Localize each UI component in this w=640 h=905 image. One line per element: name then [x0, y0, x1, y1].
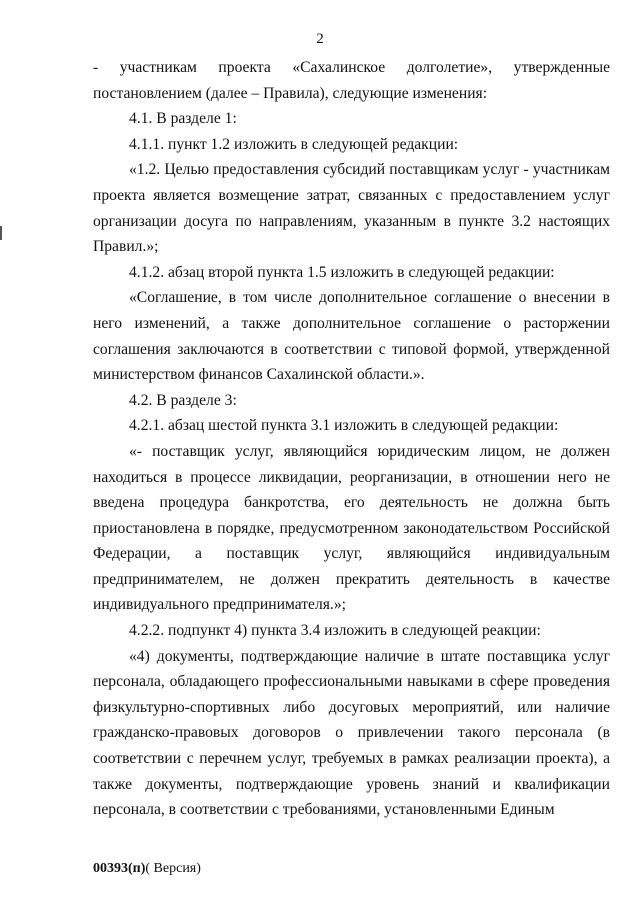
- quote-clause-1-2: «1.2. Целью предоставления субсидий поставщикам услуг - участникам проекта является возмещение затрат, связанных с предоставлением услуг организации досуга по направлениям, указанным в пункте 3.2 настоящих Правил.»;: [93, 161, 610, 256]
- word: долголетие»,: [406, 59, 493, 76]
- clause-4-2-1: 4.2.1. абзац шестой пункта 3.1 изложить в следующей редакции:: [129, 417, 559, 435]
- word: -: [93, 59, 99, 76]
- page-number: 2: [316, 31, 324, 47]
- document-code: 00393(п): [93, 861, 146, 876]
- quote-agreement: «Соглашение, в том числе дополнительное соглашение о внесении в него изменений, а также дополнительное соглашение о расторжении соглашения заключаются в соответствии с типовой формой, утвержденной министерством финансов Сахалинской области.».: [93, 289, 610, 384]
- scan-margin-mark: [0, 226, 2, 240]
- document-body: [93, 55, 610, 823]
- word: участникам: [119, 59, 197, 76]
- document-version: ( Версия): [145, 861, 201, 876]
- clause-4-1-2: 4.1.2. абзац второй пункта 1.5 изложить в следующей редакции:: [129, 263, 555, 281]
- clause-4-2: 4.2. В разделе 3:: [129, 391, 237, 409]
- word: проекта: [218, 59, 271, 76]
- document-footer: [93, 861, 201, 877]
- clause-4-2-2: 4.2.2. подпункт 4) пункта 3.4 изложить в следующей реакции:: [129, 622, 541, 640]
- word: «Сахалинское: [292, 59, 386, 76]
- clause-4-1-1: 4.1.1. пункт 1.2 изложить в следующей редакции:: [129, 135, 459, 153]
- quote-documents: «4) документы, подтверждающие наличие в штате поставщика услуг персонала, обладающего профессиональными навыками в сфере проведения физкультурно-спортивных либо досуговых мероприятий, или наличие гражданско-правовых договоров о привлечении такого персонала (в соответствии с перечнем услуг, требуемых в рамках реализации проекта), а также документы, подтверждающие уровень знаний и квалификации персонала, в соответствии с требованиями, установленными Единым: [93, 647, 610, 819]
- quote-supplier-requirements: «- поставщик услуг, являющийся юридическим лицом, не должен находиться в процессе ликвидации, реорганизации, в отношении него не введена процедура банкротства, его деятельность не должна быть приостановлена в порядке, предусмотренном законодательством Российской Федерации, а поставщик услуг, являющийся индивидуальным предпринимателем, не должен прекратить деятельность в качестве индивидуального предпринимателя.»;: [93, 442, 610, 614]
- paragraph-continuation-line: [93, 55, 610, 81]
- clause-4-1: 4.1. В разделе 1:: [129, 110, 237, 128]
- paragraph-continuation-end: постановлением (далее – Правила), следующие изменения:: [93, 84, 488, 102]
- word: утвержденные: [513, 59, 610, 76]
